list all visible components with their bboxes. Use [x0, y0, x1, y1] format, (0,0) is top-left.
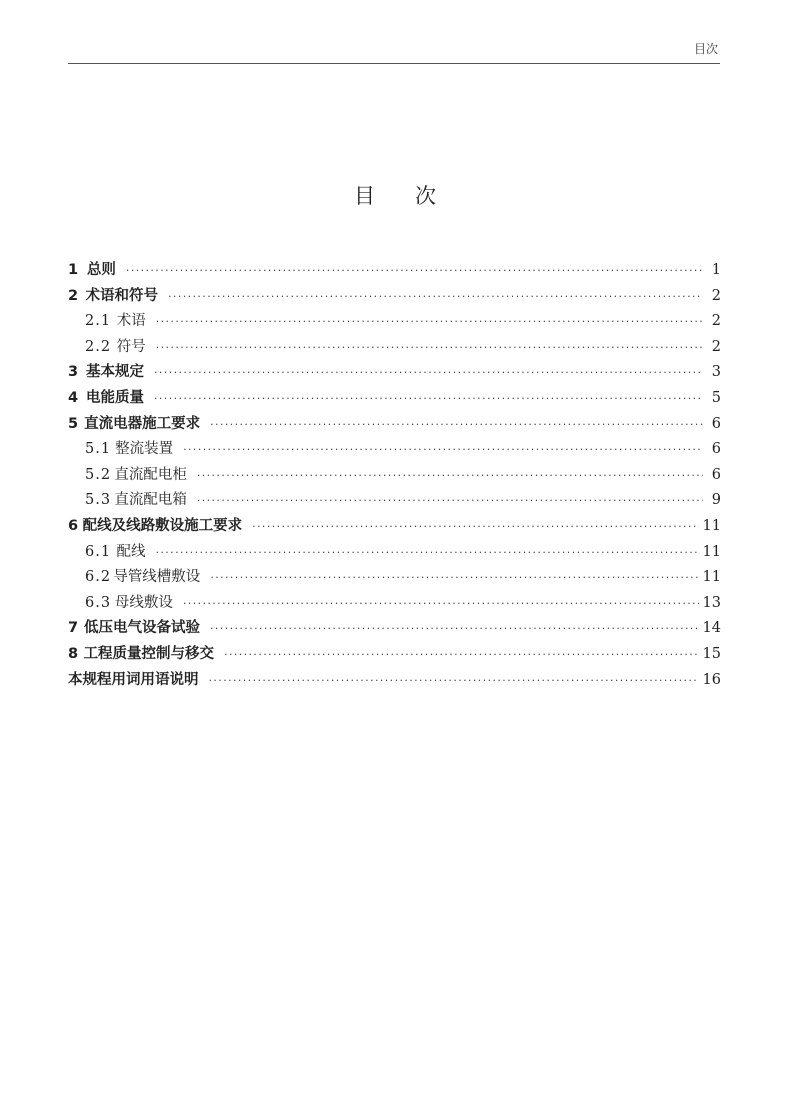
toc-entry[interactable]	[68, 591, 721, 617]
toc-entry[interactable]	[68, 668, 721, 694]
dot-leader	[197, 488, 703, 514]
toc-entry[interactable]	[68, 463, 721, 489]
toc-page-number: 11	[702, 543, 721, 560]
dot-leader	[252, 514, 698, 540]
page-title: 目次	[354, 184, 476, 208]
toc-number: 4	[68, 389, 79, 406]
toc-title: 母线敷设	[114, 594, 173, 611]
dot-leader	[156, 309, 703, 335]
toc-entry[interactable]	[68, 258, 721, 284]
toc-page-number: 2	[711, 287, 721, 304]
dot-leader	[156, 335, 703, 361]
toc-title: 总则	[86, 262, 116, 278]
toc-page-number: 14	[702, 620, 721, 637]
toc-number: 5.2	[85, 466, 112, 483]
toc-page-number: 5	[711, 389, 721, 406]
toc-number: 2.1	[85, 313, 112, 330]
toc-page-number: 13	[702, 594, 721, 611]
toc-page-number: 11	[702, 569, 721, 586]
toc-entry[interactable]	[68, 412, 721, 438]
toc-entry[interactable]	[68, 386, 721, 412]
toc-title: 导管线槽敷设	[113, 569, 201, 586]
toc-entry[interactable]	[68, 284, 721, 310]
toc-page-number: 6	[711, 415, 721, 432]
dot-leader	[168, 284, 703, 310]
toc-entry[interactable]	[68, 565, 721, 591]
toc-number: 8	[68, 645, 79, 662]
toc-page-number: 1	[711, 262, 721, 278]
toc-title: 工程质量控制与移交	[83, 645, 215, 662]
toc-page-number: 9	[711, 492, 721, 509]
toc-entry[interactable]	[68, 488, 721, 514]
toc-number: 6	[68, 517, 79, 534]
toc-entry[interactable]	[68, 642, 721, 668]
toc-page-number: 11	[702, 517, 721, 534]
toc-title: 直流配电柜	[114, 466, 187, 483]
toc-entry[interactable]	[68, 335, 721, 361]
toc-page-number: 2	[711, 338, 721, 355]
toc-title: 低压电气设备试验	[84, 620, 201, 637]
toc-title: 配线及线路敷设施工要求	[82, 517, 243, 534]
toc-title: 配线	[116, 543, 146, 560]
toc-title: 直流配电箱	[114, 492, 187, 509]
toc-page-number: 6	[711, 466, 721, 483]
toc-page-number: 16	[702, 671, 721, 688]
toc-number: 5	[68, 415, 79, 432]
toc-title: 本规程用词用语说明	[68, 671, 199, 688]
toc-number: 6.3	[85, 594, 112, 611]
dot-leader	[210, 616, 699, 642]
toc-entry[interactable]	[68, 514, 721, 540]
table-of-contents	[68, 258, 721, 693]
toc-title: 基本规定	[86, 364, 144, 381]
toc-page-number: 2	[711, 313, 721, 330]
toc-entry[interactable]	[68, 309, 721, 335]
toc-title: 术语和符号	[85, 287, 159, 304]
dot-leader	[210, 565, 698, 591]
running-head: 目次	[693, 42, 718, 56]
toc-title: 符号	[116, 338, 146, 355]
dot-leader	[209, 668, 699, 694]
header-rule	[68, 63, 720, 64]
toc-number: 5.3	[85, 492, 112, 509]
dot-leader	[154, 360, 703, 386]
toc-entry[interactable]	[68, 540, 721, 566]
toc-number: 3	[68, 364, 79, 381]
toc-title: 术语	[116, 313, 146, 330]
toc-title: 电能质量	[86, 389, 144, 406]
dot-leader	[126, 258, 703, 284]
toc-number: 5.1	[85, 441, 112, 458]
dot-leader	[155, 540, 698, 566]
toc-entry[interactable]	[68, 437, 721, 463]
toc-page-number: 15	[702, 645, 721, 662]
toc-page-number: 3	[711, 364, 721, 381]
dot-leader	[154, 386, 703, 412]
dot-leader	[197, 463, 703, 489]
dot-leader	[210, 412, 703, 438]
toc-entry[interactable]	[68, 360, 721, 386]
toc-title: 直流电器施工要求	[84, 415, 201, 432]
toc-number: 2	[68, 287, 79, 304]
toc-entry[interactable]	[68, 616, 721, 642]
toc-number: 2.2	[85, 338, 112, 355]
toc-number: 6.1	[85, 543, 112, 560]
dot-leader	[183, 591, 699, 617]
toc-title: 整流装置	[115, 441, 174, 458]
toc-number: 6.2	[85, 569, 112, 586]
dot-leader	[183, 437, 703, 463]
toc-number: 7	[68, 620, 79, 637]
toc-number: 1	[68, 262, 79, 278]
toc-page-number: 6	[711, 441, 721, 458]
dot-leader	[224, 642, 699, 668]
